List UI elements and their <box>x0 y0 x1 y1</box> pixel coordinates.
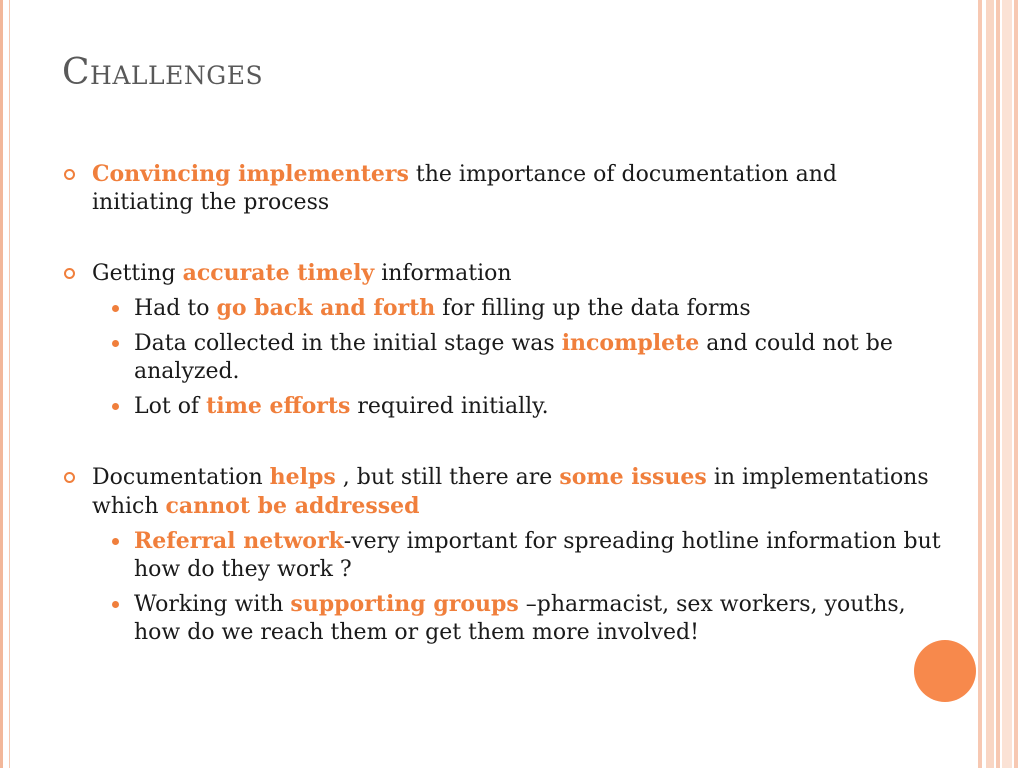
sub-bullet-item <box>62 294 942 323</box>
sub-bullet-item <box>62 527 942 584</box>
sub-bullet-text <box>134 527 942 584</box>
right-border-stripe <box>1002 0 1012 768</box>
sub-bullet-item <box>62 590 942 647</box>
highlighted-text: cannot be addressed <box>165 493 420 519</box>
right-border-stripe <box>996 0 1000 768</box>
bullet-dot-icon <box>112 538 119 545</box>
right-border-stripe <box>978 0 982 768</box>
sub-bullet-text <box>134 392 942 421</box>
highlighted-text: go back and forth <box>216 295 436 321</box>
bullet-dot-icon <box>112 340 119 347</box>
highlighted-text: accurate timely <box>182 260 375 286</box>
highlighted-text: helps <box>269 464 336 490</box>
text-span: and could not be analyzed. <box>134 331 893 384</box>
text-span: required initially. <box>350 394 549 419</box>
text-span: the importance of documentation and initiating the process <box>92 162 837 215</box>
text-span: Documentation <box>92 465 270 490</box>
text-span: Data collected in the initial stage was <box>134 331 562 356</box>
right-border-stripe <box>986 0 994 768</box>
text-span: , but still there are <box>335 465 560 490</box>
sub-bullet-text <box>134 590 942 647</box>
bullet-dot-icon <box>112 601 119 608</box>
highlighted-text: some issues <box>559 464 707 490</box>
bullet-text <box>92 259 942 288</box>
bullet-dot-icon <box>112 305 119 312</box>
highlighted-text: supporting groups <box>290 591 519 617</box>
sub-bullet-item <box>62 392 942 421</box>
bullet-ring-icon <box>64 268 75 279</box>
sub-bullet-item <box>62 329 942 386</box>
right-border-stripe <box>1014 0 1018 768</box>
decorative-circle <box>914 640 976 702</box>
text-span: in implementations which <box>92 465 929 519</box>
text-span: for filling up the data forms <box>435 296 751 321</box>
bullet-list <box>62 160 942 647</box>
bullet-item <box>62 259 942 288</box>
bullet-ring-icon <box>64 169 75 180</box>
highlighted-text: Referral network <box>134 528 344 554</box>
sub-bullet-text <box>134 294 942 323</box>
bullet-item <box>62 160 942 217</box>
highlighted-text: incomplete <box>561 330 700 356</box>
text-span: –pharmacist, sex workers, youths, how do we reach them or get them more involved! <box>134 592 906 645</box>
text-span: information <box>374 261 512 286</box>
left-border <box>0 0 10 768</box>
text-span: Working with <box>134 592 291 617</box>
text-span: Lot of <box>134 394 207 419</box>
highlighted-text: Convincing implementers <box>92 161 409 187</box>
slide-title: Challenges <box>62 52 264 93</box>
sub-bullet-text <box>134 329 942 386</box>
bullet-text <box>92 463 942 521</box>
bullet-item <box>62 463 942 521</box>
bullet-text <box>92 160 942 217</box>
text-span: Getting <box>92 261 183 286</box>
text-span: Had to <box>134 296 217 321</box>
highlighted-text: time efforts <box>206 393 351 419</box>
bullet-ring-icon <box>64 472 75 483</box>
bullet-dot-icon <box>112 403 119 410</box>
text-span: -very important for spreading hotline information but how do they work ? <box>134 529 941 582</box>
